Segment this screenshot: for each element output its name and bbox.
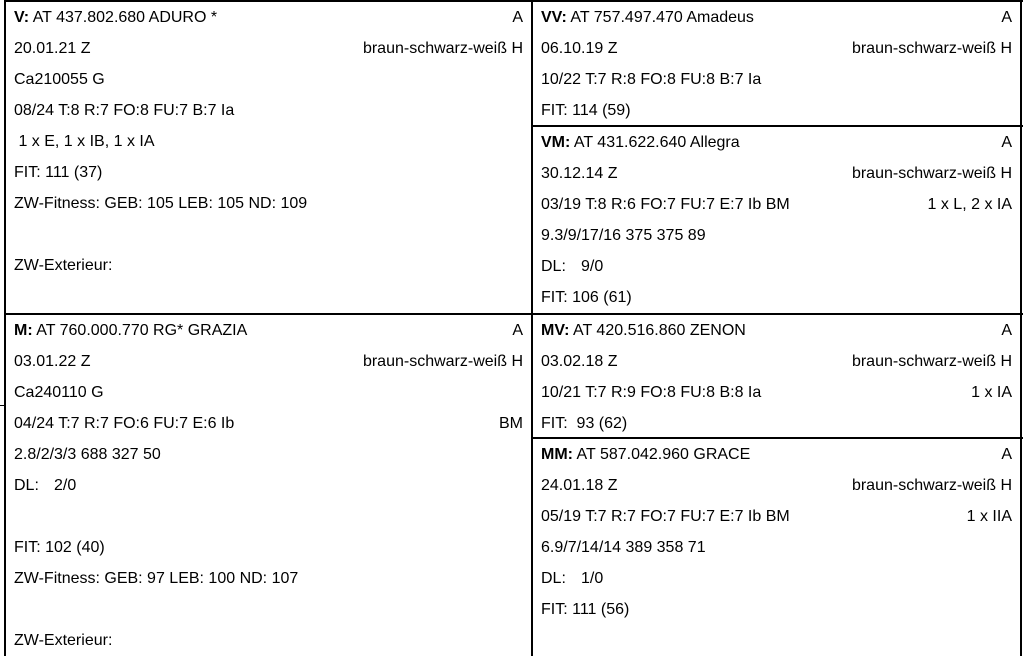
vv-scores: 10/22 T:7 R:8 FO:8 FU:8 B:7 Ia — [541, 71, 762, 88]
sire-name: AT 437.802.680 ADURO * — [32, 9, 218, 26]
dam-fit: FIT: 102 (40) — [14, 539, 105, 556]
vv-scores-row — [533, 64, 1020, 95]
sire-code: Ca210055 G — [14, 71, 105, 88]
mv-fit: FIT: 93 (62) — [541, 415, 628, 432]
dam-zw-fitness-row — [6, 563, 531, 594]
vm-awards: 1 x L, 2 x IA — [927, 196, 1012, 213]
dam-dam-cell — [533, 439, 1020, 656]
vm-fit: FIT: 106 (61) — [541, 289, 632, 306]
vm-fit-row — [533, 282, 1020, 313]
sire-birth: 20.01.21 Z — [14, 40, 91, 57]
sire-grade: A — [512, 9, 523, 26]
vv-birth-row — [533, 33, 1020, 64]
dam-birth-row — [6, 346, 531, 377]
border-right — [1020, 0, 1022, 656]
dam-sire-cell — [533, 315, 1020, 437]
dam-name: AT 760.000.770 RG* GRAZIA — [36, 322, 248, 339]
mm-fit: FIT: 111 (56) — [541, 601, 630, 618]
dam-zw-exterieur: ZW-Exterieur: — [14, 632, 113, 649]
mv-scores: 10/21 T:7 R:9 FO:8 FU:8 B:8 Ia — [541, 384, 762, 401]
sire-cell — [6, 2, 531, 313]
dam-dl-row — [6, 470, 531, 501]
mv-header-row — [533, 315, 1020, 346]
sire-awards: 1 x E, 1 x IB, 1 x IA — [14, 133, 155, 150]
vv-fit-row — [533, 95, 1020, 126]
mm-label: MM: — [541, 446, 573, 463]
dam-code: Ca240110 G — [14, 384, 104, 401]
sire-zw-fitness: ZW-Fitness: GEB: 105 LEB: 105 ND: 109 — [14, 195, 308, 212]
vv-grade: A — [1001, 9, 1012, 26]
sire-code-row — [6, 64, 531, 95]
dam-header-row — [6, 315, 531, 346]
dam-code-row — [6, 377, 531, 408]
dam-scores: 04/24 T:7 R:7 FO:6 FU:7 E:6 Ib — [14, 415, 235, 432]
vm-dl-label: DL: — [541, 258, 566, 275]
vm-dl-row — [533, 251, 1020, 282]
sire-zw-exterieur: ZW-Exterieur: — [14, 257, 113, 274]
sire-awards-row — [6, 126, 531, 157]
sire-sire-cell — [533, 2, 1020, 125]
dam-zw-exterieur-row — [6, 625, 531, 656]
mv-name: AT 420.516.860 ZENON — [573, 322, 746, 339]
vv-header-row — [533, 2, 1020, 33]
dam-color: braun-schwarz-weiß H — [362, 353, 523, 370]
mm-performance: 6.9/7/14/14 389 358 71 — [541, 539, 706, 556]
mm-scores: 05/19 T:7 R:7 FO:7 FU:7 E:7 Ib BM — [541, 508, 790, 525]
dam-performance: 2.8/2/3/3 688 327 50 — [14, 446, 161, 463]
sire-color: braun-schwarz-weiß H — [362, 40, 523, 57]
vv-birth: 06.10.19 Z — [541, 40, 618, 57]
sire-zw-exterieur-row — [6, 250, 531, 281]
dam-cell — [6, 315, 531, 656]
vm-grade: A — [1001, 134, 1012, 151]
mm-dl-label: DL: — [541, 570, 566, 587]
dam-birth: 03.01.22 Z — [14, 353, 91, 370]
vm-scores-row — [533, 189, 1020, 220]
vv-fit: FIT: 114 (59) — [541, 102, 631, 119]
dam-dl-value: 2/0 — [54, 477, 77, 494]
mv-birth: 03.02.18 Z — [541, 353, 618, 370]
mv-scores-row — [533, 377, 1020, 408]
vm-scores: 03/19 T:8 R:6 FO:7 FU:7 E:7 Ib BM — [541, 196, 790, 213]
vm-header-row — [533, 127, 1020, 158]
mm-dl-row — [533, 563, 1020, 594]
sire-zw-fitness-row — [6, 188, 531, 219]
vm-birth: 30.12.14 Z — [541, 165, 618, 182]
dam-dl-label: DL: — [14, 477, 39, 494]
vm-label: VM: — [541, 134, 571, 151]
mm-color: braun-schwarz-weiß H — [851, 477, 1012, 494]
dam-bm: BM — [499, 415, 523, 432]
dam-scores-row — [6, 408, 531, 439]
mm-grade: A — [1001, 446, 1012, 463]
vm-performance-row — [533, 220, 1020, 251]
mm-header-row — [533, 439, 1020, 470]
sire-fit-row — [6, 157, 531, 188]
dam-performance-row — [6, 439, 531, 470]
mv-birth-row — [533, 346, 1020, 377]
vm-name: AT 431.622.640 Allegra — [573, 134, 740, 151]
dam-grade: A — [512, 322, 523, 339]
dam-label: M: — [14, 322, 33, 339]
mm-awards: 1 x IIA — [966, 508, 1012, 525]
mm-birth-row — [533, 470, 1020, 501]
mm-name: AT 587.042.960 GRACE — [576, 446, 751, 463]
sire-fit: FIT: 111 (37) — [14, 164, 103, 181]
vv-color: braun-schwarz-weiß H — [851, 40, 1012, 57]
vm-performance: 9.3/9/17/16 375 375 89 — [541, 227, 706, 244]
vv-label: VV: — [541, 9, 567, 26]
sire-dam-cell — [533, 127, 1020, 313]
mv-color: braun-schwarz-weiß H — [851, 353, 1012, 370]
vm-color: braun-schwarz-weiß H — [851, 165, 1012, 182]
sire-birth-row — [6, 33, 531, 64]
mv-label: MV: — [541, 322, 570, 339]
sire-scores-row — [6, 95, 531, 126]
vm-dl-value: 9/0 — [581, 258, 604, 275]
sire-scores: 08/24 T:8 R:7 FO:8 FU:7 B:7 Ia — [14, 102, 235, 119]
mm-fit-row — [533, 594, 1020, 625]
dam-fit-row — [6, 532, 531, 563]
vm-birth-row — [533, 158, 1020, 189]
mv-awards: 1 x IA — [971, 384, 1012, 401]
mv-grade: A — [1001, 322, 1012, 339]
mv-fit-row — [533, 408, 1020, 439]
mm-performance-row — [533, 532, 1020, 563]
sire-header-row — [6, 2, 531, 33]
mm-birth: 24.01.18 Z — [541, 477, 618, 494]
mm-dl-value: 1/0 — [581, 570, 604, 587]
vv-name: AT 757.497.470 Amadeus — [570, 9, 754, 26]
dam-zw-fitness: ZW-Fitness: GEB: 97 LEB: 100 ND: 107 — [14, 570, 299, 587]
mm-scores-row — [533, 501, 1020, 532]
sire-label: V: — [14, 9, 30, 26]
